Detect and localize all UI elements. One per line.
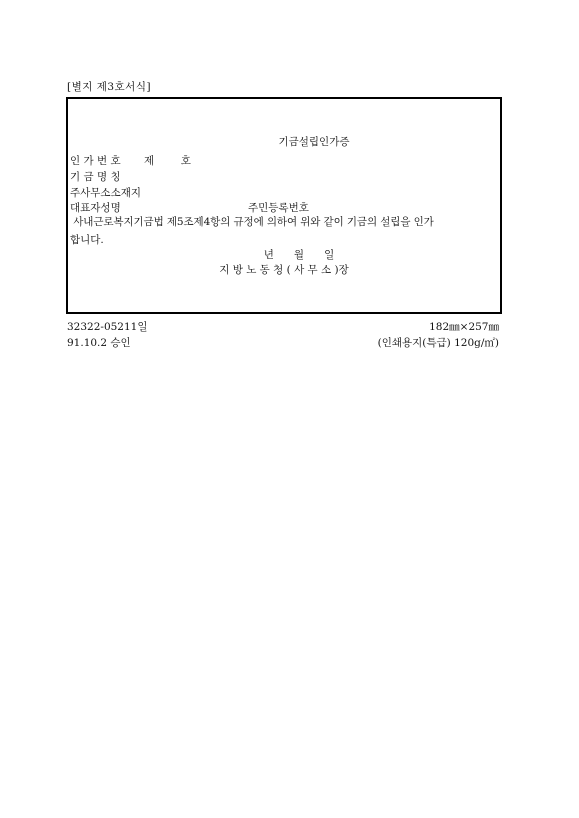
fund-name-field: 기 금 명 칭	[70, 171, 121, 183]
office-address-field: 주사무소소재지	[70, 187, 142, 199]
issue-date: 년 월 일	[263, 249, 335, 261]
certificate-body-text-end: 합니다.	[70, 234, 104, 246]
form-reference: [별지 제3호서식]	[67, 81, 152, 93]
approval-date: 91.10.2 승인	[67, 337, 131, 349]
paper-size: 182㎜×257㎜	[429, 321, 499, 333]
representative-field: 대표자성명	[70, 202, 121, 214]
certificate-body-text	[70, 214, 498, 229]
paper-spec: (인쇄용지(특급) 120g/㎡)	[377, 337, 499, 349]
body-text-line1: 사내근로복지기금법 제5조제4항의 규정에 의하여 위와 같이 기금의 설립을 인가	[73, 216, 434, 228]
issuer-signature-line: 지 방 노 동 청 ( 사 무 소 )장	[219, 264, 349, 276]
form-code: 32322-05211일	[67, 321, 148, 333]
certificate-box	[66, 97, 502, 314]
resident-number-field: 주민등록번호	[248, 202, 309, 214]
certificate-title: 기금설립인가증	[278, 136, 350, 148]
approval-number-field: 인 가 번 호 제 호	[70, 155, 191, 167]
